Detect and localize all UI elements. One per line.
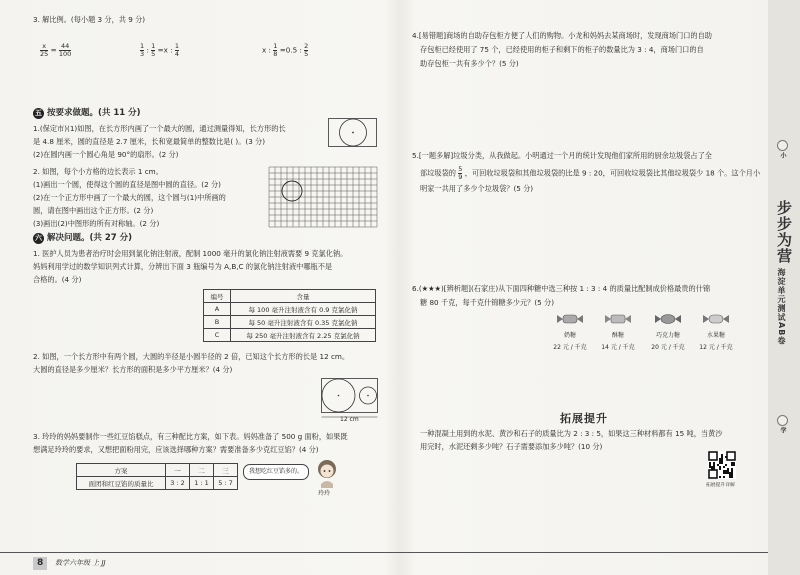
- table-cell: 每 250 毫升注射液含有 2.25 克氯化钠: [231, 329, 376, 342]
- frac-num: 1: [273, 42, 278, 50]
- candy-price: 12 元 / 千克: [699, 344, 733, 351]
- table-row: [204, 316, 376, 329]
- ratio-sign: :: [146, 45, 149, 55]
- ext-line2: 用完时，水泥还剩多少吨？石子需要添加多少吨？(10 分): [420, 442, 603, 451]
- figure-length-label: 12 cm: [340, 416, 359, 423]
- s6-q1-line2: 妈妈利用学过的数学知识列式计算，分辨出下面 3 瓶编号为 A,B,C 的氯化钠注射液中哪瓶不是: [33, 262, 333, 271]
- s5-q2-line1: 2. 如图，每个小方格的边长表示 1 cm。: [33, 167, 163, 176]
- s6-q2-line1: 2. 如图，一个长方形中有两个圆，大圆的半径是小圆半径的 2 倍，已知这个长方形的长是 12 cm。: [33, 352, 350, 361]
- candy-name: 巧克力糖: [655, 332, 680, 339]
- table-cell: C: [204, 329, 231, 342]
- frac-num: 1: [140, 42, 145, 50]
- equation-b: [140, 43, 179, 58]
- page-number: 8: [33, 557, 47, 570]
- q4-line3: 助存包柜一共有多少个？(5 分): [420, 59, 519, 68]
- milk-candy-icon: [555, 312, 585, 326]
- q5-line2: [420, 166, 760, 181]
- table-cell: A: [204, 303, 231, 316]
- table-cell: 1 : 1: [190, 477, 214, 490]
- girl-illustration: [312, 458, 342, 492]
- table-header: 三: [214, 464, 238, 477]
- table-cell: 5 : 7: [214, 477, 238, 490]
- s5-q2-line2: (1)画出一个圆，使得这个圆的直径是图中圆的直径。(2 分): [33, 180, 221, 189]
- s6-q1-line3: 合格的。(4 分): [33, 275, 82, 284]
- table-header-row: [204, 290, 376, 303]
- candy-item: [644, 311, 692, 354]
- table-row: [77, 477, 238, 490]
- binding-hole: [777, 415, 788, 426]
- table-cell: 每 100 毫升注射液含有 0.9 克氯化钠: [231, 303, 376, 316]
- q6-line1: 6.(★★★)[辨析题](石家庄)从下面四种糖中选三种按 1 : 3 : 4 的质量比配制成价格最贵的什锦: [412, 284, 711, 293]
- binding-hole: [777, 140, 788, 151]
- extension-title: 拓展提升: [560, 412, 608, 425]
- candy-item: [548, 311, 592, 354]
- q5-line2-start: 部垃圾袋的: [420, 168, 456, 178]
- frac-den: 100: [58, 50, 72, 58]
- footer-book-title: 数学六年级 上 JJ: [55, 559, 106, 567]
- side-mark-bottom: 学: [779, 427, 786, 434]
- table-header: 二: [190, 464, 214, 477]
- table-cell: 每 50 毫升注射液含有 0.35 克氯化钠: [231, 316, 376, 329]
- book-series-title: 海淀单元测试AB卷: [777, 268, 786, 346]
- candy-list: [548, 311, 738, 361]
- qr-code-icon[interactable]: [708, 451, 736, 479]
- s5-q1-line2: 是 4.8 厘米，圆的直径是 2.7 厘米，长和宽最简单的整数比是( )。(3 分): [33, 137, 266, 146]
- fruit-candy-icon: [701, 312, 731, 326]
- frac-num: 44: [59, 43, 71, 51]
- side-strip: [768, 0, 800, 575]
- side-mark-top: 小: [779, 152, 786, 159]
- s6-q3-line1: 3. 玲玲的妈妈要制作一些红豆馅糕点，有三种配比方案，如下表。妈妈准备了 500 g 面粉，如果既: [33, 432, 348, 441]
- candy-item: [596, 311, 640, 354]
- candy-price: 22 元 / 千克: [553, 344, 587, 351]
- equation-c: [262, 43, 308, 58]
- table-header: 方案: [77, 464, 166, 477]
- s5-q2-line5: 圆，请在图中画出这个正方形。(2 分): [33, 206, 154, 215]
- grid-figure: [268, 166, 380, 228]
- eq-prefix: x :: [262, 45, 271, 55]
- candy-price: 20 元 / 千克: [651, 344, 685, 351]
- table-cell: 3 : 2: [166, 477, 190, 490]
- q5-line1: 5.[一题多解]垃圾分类，从我做起。小明通过一个月的统计发现他们家所用的厨余垃圾袋占了全: [412, 151, 712, 160]
- q3-header: 3. 解比例。(每小题 3 分，共 9 分): [33, 15, 146, 24]
- table-cell: B: [204, 316, 231, 329]
- candy-name: 奶糖: [563, 332, 576, 339]
- s5-q1-line3: (2)在圆内画一个圆心角是 90°的扇形。(2 分): [33, 150, 179, 159]
- s5-q1-line1: 1.(保定市)(1)如图，在长方形内画了一个最大的圆，通过测量得知，长方形的长: [33, 124, 286, 133]
- section-5-badge: 五: [35, 109, 42, 117]
- table-header: 一: [166, 464, 190, 477]
- s5-q2-line4: (2)在一个正方形中画了一个最大的圆，这个圆与(1)中所画的: [33, 193, 226, 202]
- s6-q2-line2: 大圆的直径是多少厘米？长方形的面积是多少平方厘米？(4 分): [33, 365, 233, 374]
- section-6-badge: 六: [35, 234, 42, 242]
- frac-num: 1: [151, 42, 156, 50]
- saline-table: [203, 289, 376, 342]
- girl-name: 玲玲: [318, 490, 331, 497]
- rect-circle-figure: [328, 118, 378, 148]
- section-5-heading: [33, 107, 141, 119]
- recipe-table: [76, 463, 238, 490]
- crisp-candy-icon: [603, 312, 633, 326]
- s6-q1-line1: 1. 医护人员为患者治疗时会用到氯化钠注射液，配制 1000 毫升的氯化钠注射液需要 9 克氯化钠。: [33, 249, 348, 258]
- frac-num: x: [40, 43, 48, 51]
- candy-item: [694, 311, 738, 354]
- frac-den: 5: [151, 50, 156, 58]
- eq-rest: =0.5 :: [279, 45, 302, 55]
- chocolate-candy-icon: [653, 312, 683, 326]
- table-row: [204, 303, 376, 316]
- frac-den: 8: [273, 50, 278, 58]
- ext-line1: 一种混凝土用到的水泥、黄沙和石子的质量比为 2 : 3 : 5，如果这三种材料都有 15 吨，当黄沙: [420, 429, 723, 438]
- eq-rest: =x :: [157, 45, 173, 55]
- candy-name: 酥糖: [611, 332, 624, 339]
- brand-logo: 步步为营: [775, 200, 793, 264]
- q6-line2: 糖 80 千克，每千克什锦糖多少元？(5 分): [420, 298, 554, 307]
- frac-den: 4: [174, 50, 180, 58]
- section-6-title: 解决问题。(共 27 分): [47, 233, 133, 243]
- section-5-title: 按要求做题。(共 11 分): [47, 108, 141, 118]
- frac-den: 5: [304, 50, 309, 58]
- table-header: 编号: [204, 290, 231, 303]
- eq-sign: =: [50, 45, 57, 55]
- frac-den: 9: [458, 173, 463, 181]
- q5-line3: 明家一共用了多少个垃圾袋？(5 分): [420, 184, 534, 193]
- table-cell: 面团和红豆馅的质量比: [77, 477, 166, 490]
- speech-bubble: 我想吃红豆馅多的。: [243, 464, 309, 480]
- table-row: [204, 329, 376, 342]
- q4-line2: 存包柜已经使用了 75 个，已经使用的柜子和剩下的柜子的数量比为 3 : 4，商场门口的自: [420, 45, 704, 54]
- s5-q2-line6: (3)画出(2)中图形的所有对称轴。(2 分): [33, 219, 160, 228]
- s6-q3-line2: 想满足玲玲的要求，又想把面粉用完，应该选择哪种方案？需要准备多少克红豆馅？(4 分): [33, 445, 319, 454]
- table-header: 含量: [231, 290, 376, 303]
- q5-line2-end: ，可回收垃圾袋和其他垃圾袋的比是 9 : 20，可回收垃圾袋比其他垃圾袋少 18 个。这个月小: [464, 168, 761, 178]
- frac-den: 25: [40, 50, 49, 58]
- frac-den: 3: [140, 50, 145, 58]
- frac-num: 2: [304, 42, 309, 50]
- candy-price: 14 元 / 千克: [601, 344, 635, 351]
- footer: [0, 552, 768, 575]
- section-6-heading: [33, 232, 132, 244]
- frac-num: 5: [458, 165, 463, 173]
- frac-num: 1: [174, 42, 180, 50]
- qr-caption: 拓展提升详解: [706, 483, 735, 488]
- candy-name: 水果糖: [706, 332, 725, 339]
- q4-line1: 4.[易错题]商场的自助存包柜方便了人们的购物。小龙和妈妈去某商场时，发现商场门口的自助: [412, 31, 712, 40]
- equation-a: [40, 43, 71, 58]
- table-header-row: [77, 464, 238, 477]
